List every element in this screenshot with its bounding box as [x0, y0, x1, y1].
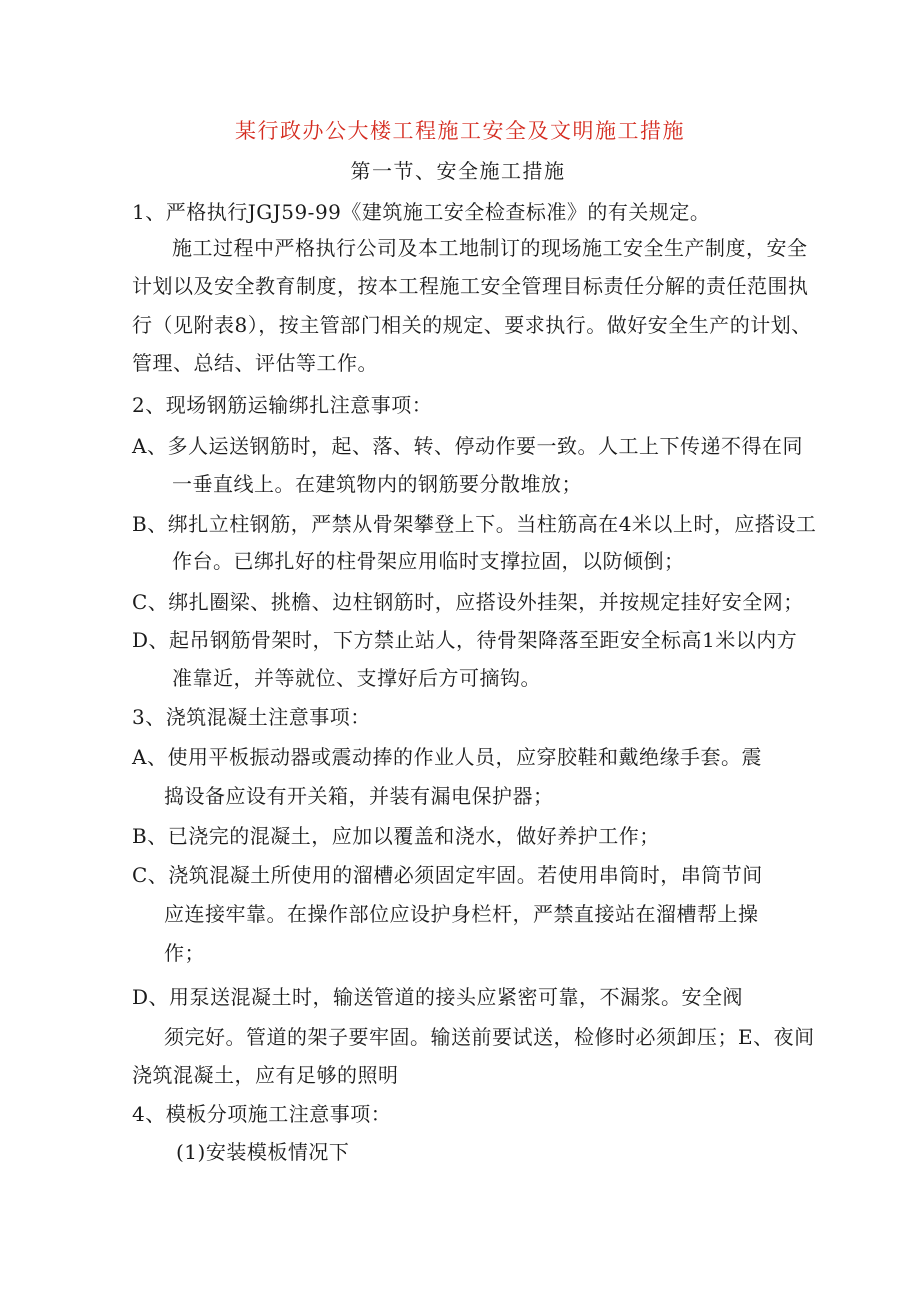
body-line: 准靠近，并等就位、支撑好后方可摘钩。: [172, 666, 541, 690]
body-line: 行（见附表8），按主管部门相关的规定、要求执行。做好安全生产的计划、: [132, 313, 812, 337]
body-line: 施工过程中严格执行公司及本工地制订的现场施工安全生产制度，安全: [172, 236, 808, 260]
body-line: 作台。已绑扎好的柱骨架应用临时支撑拉固，以防倾倒；: [172, 549, 685, 573]
body-line: 作；: [164, 941, 205, 965]
body-line: 应连接牢靠。在操作部位应设护身栏杆，严禁直接站在溜槽帮上操: [164, 902, 759, 926]
body-line: A、多人运送钢筋时，起、落、转、停动作要一致。人工上下传递不得在同: [132, 434, 803, 458]
body-line: D、用泵送混凝土时，输送管道的接头应紧密可靠，不漏浆。安全阀: [132, 985, 744, 1009]
body-line: B、绑扎立柱钢筋，严禁从骨架攀登上下。当柱筋高在4米以上时，应搭设工: [132, 512, 817, 536]
document-title: 某行政办公大楼工程施工安全及文明施工措施: [235, 119, 685, 143]
body-line: 管理、总结、评估等工作。: [132, 351, 378, 375]
body-line: 捣设备应设有开关箱，并装有漏电保护器；: [164, 784, 554, 808]
body-line: 3、浇筑混凝土注意事项：: [132, 705, 371, 729]
body-line: B、已浇完的混凝土，应加以覆盖和浇水，做好养护工作；: [132, 824, 660, 848]
body-line: 浇筑混凝土，应有足够的照明: [132, 1063, 399, 1087]
body-line: 计划以及安全教育制度，按本工程施工安全管理目标责任分解的责任范围执: [132, 274, 809, 298]
body-line: 2、现场钢筋运输绑扎注意事项：: [132, 393, 433, 417]
section-heading: 第一节、安全施工措施: [350, 159, 566, 183]
body-line: 4、模板分项施工注意事项：: [132, 1102, 392, 1126]
body-line: D、起吊钢筋骨架时，下方禁止站人，待骨架降落至距安全标高1米以内方: [132, 628, 798, 652]
body-line: A、使用平板振动器或震动捧的作业人员，应穿胶鞋和戴绝缘手套。震: [132, 745, 762, 769]
body-line: C、浇筑混凝土所使用的溜槽必须固定牢固。若使用串筒时，串筒节间: [132, 863, 763, 887]
body-line: (1)安装模板情况下: [176, 1140, 350, 1164]
body-line: 须完好。管道的架子要牢固。输送前要试送，检修时必须卸压；E、夜间: [164, 1025, 815, 1049]
body-line: C、绑扎圈梁、挑檐、边柱钢筋时，应搭设外挂架，并按规定挂好安全网；: [132, 590, 804, 614]
body-line: 一垂直线上。在建筑物内的钢筋要分散堆放；: [172, 472, 582, 496]
body-line: 1、严格执行JGJ59-99《建筑施工安全检查标准》的有关规定。: [132, 200, 711, 224]
